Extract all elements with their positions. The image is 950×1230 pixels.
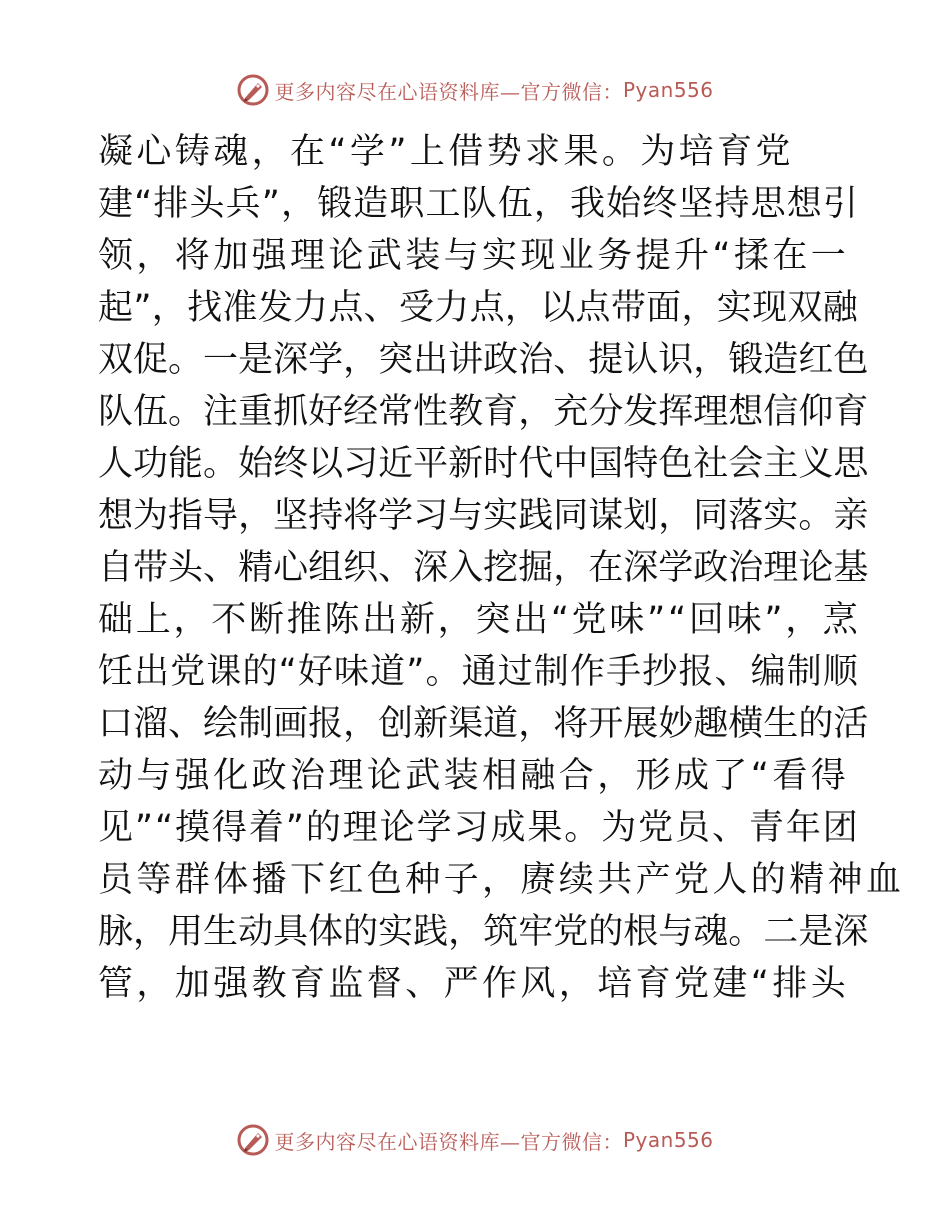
body-line-13: 动与强化政治理论武装相融合，形成了“看得 (98, 756, 850, 796)
footer-wechat-id: Pyan556 (622, 1128, 714, 1152)
body-line-10: 础 上 ， 不 断 推 陈 出 新 ， 突 出 “ 党 味 ” “ 回 味 ” ， 烹 (98, 600, 858, 640)
body-line-14: 见 ” “ 摸 得 着 ” 的 理 论 学 习 成 果 。 为 党 员 、 青 年 团 (98, 808, 858, 848)
body-line-6: 队 伍 。 注 重 抓 好 经 常 性 教 育 ， 充 分 发 挥 理 想 信 仰 育 (98, 392, 869, 432)
body-line-11: 饪 出 党 课 的 “ 好 味 道 ” 。 通 过 制 作 手 抄 报 、 编 制 顺 (98, 652, 858, 692)
body-line-8: 想 为 指 导 ， 坚 持 将 学 习 与 实 践 同 谋 划 ， 同 落 实 。 亲 (98, 496, 869, 536)
footer-banner-text: 更多内容尽在心语资料库—官方微信： (274, 1129, 623, 1154)
body-line-2: 建 “ 排 头 兵 ” ， 锻 造 职 工 队 伍 ， 我 始 终 坚 持 思 想 引 (98, 184, 858, 224)
header-wechat-id: Pyan556 (622, 78, 714, 102)
body-line-4: 起 ” ， 找 准 发 力 点 、 受 力 点 ， 以 点 带 面 ， 实 现 双 融 (98, 288, 858, 328)
pen-nib-circle-icon (236, 1123, 270, 1157)
pen-nib-circle-icon (236, 73, 270, 107)
document-body (98, 126, 905, 1010)
body-line-7: 人 功 能 。 始 终 以 习 近 平 新 时 代 中 国 特 色 社 会 主 义 思 (98, 444, 869, 484)
body-line-12: 口 溜 、 绘 制 画 报 ， 创 新 渠 道 ， 将 开 展 妙 趣 横 生 的 活 (98, 704, 869, 744)
body-line-17: 管，加强教育监督、严作风，培育党建“排头 (98, 964, 850, 1004)
header-banner (0, 70, 950, 110)
footer-banner (0, 1120, 950, 1160)
body-line-3: 领，将加强理论武装与实现业务提升“揉在一 (98, 236, 850, 276)
body-line-5: 双 促 。 一 是 深 学 ， 突 出 讲 政 治 、 提 认 识 ， 锻 造 红 色 (98, 340, 869, 380)
body-line-1: 凝心铸魂，在“学”上借势求果。为培育党 (98, 132, 794, 172)
header-banner-text: 更多内容尽在心语资料库—官方微信： (274, 79, 623, 104)
body-line-15: 员等群体播下红色种子，赓续共产党人的精神血 (98, 860, 905, 900)
body-line-9: 自 带 头 、 精 心 组 织 、 深 入 挖 掘 ， 在 深 学 政 治 理 论 基 (98, 548, 869, 588)
body-line-16: 脉 ， 用 生 动 具 体 的 实 践 ， 筑 牢 党 的 根 与 魂 。 二 是 深 (98, 912, 869, 952)
